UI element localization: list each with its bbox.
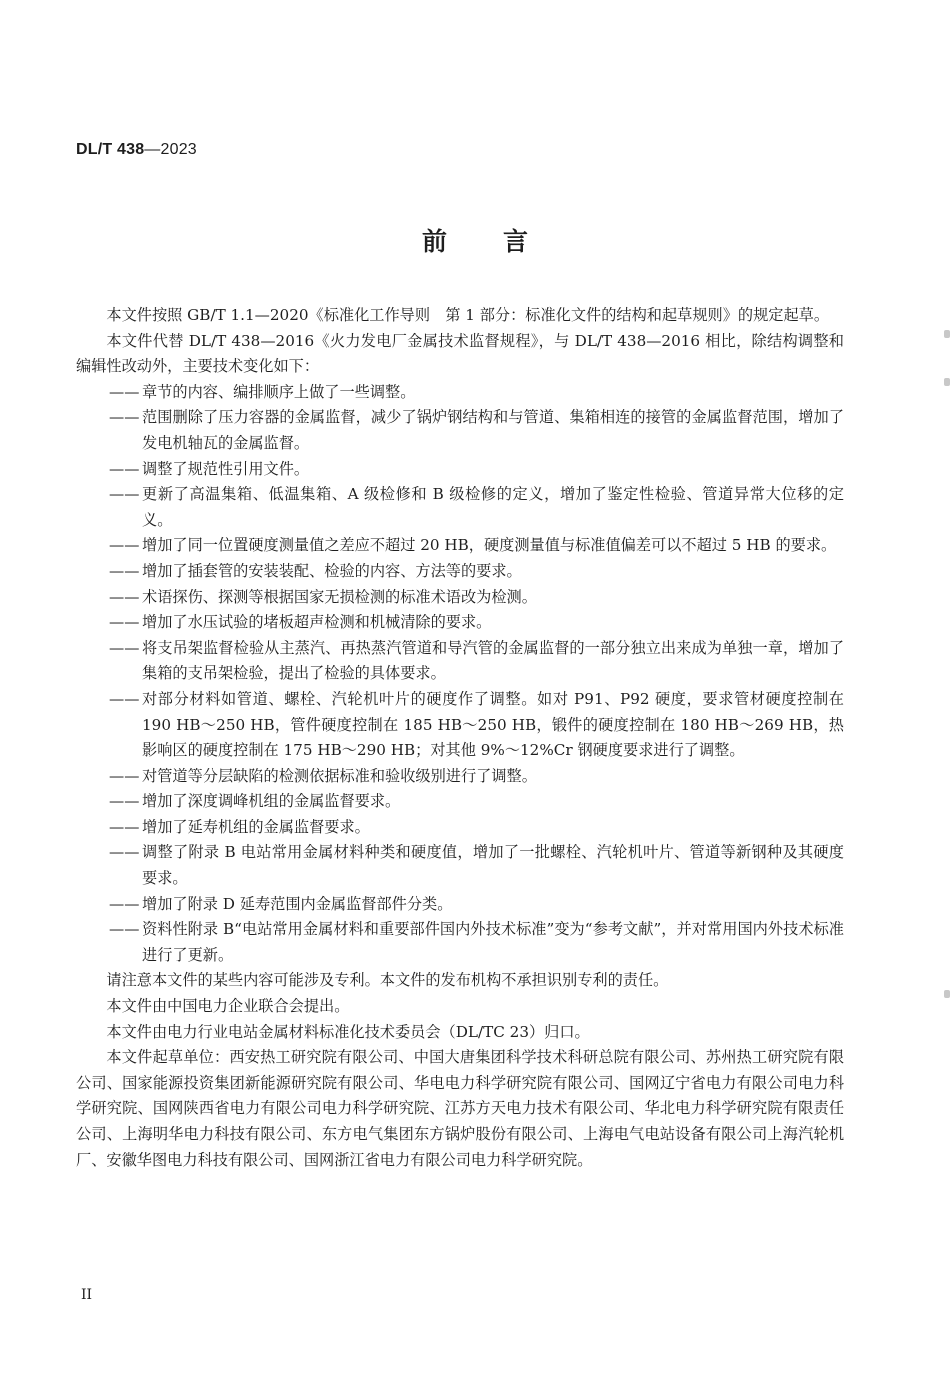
change-item bbox=[76, 405, 844, 456]
dash-mark: —— bbox=[109, 843, 140, 862]
dash-mark: —— bbox=[109, 792, 140, 811]
change-item bbox=[76, 917, 844, 968]
dash-mark: —— bbox=[109, 638, 140, 657]
dash-mark: —— bbox=[109, 689, 140, 708]
page-number: II bbox=[81, 1287, 93, 1303]
change-item bbox=[76, 380, 844, 406]
change-text: 将支吊架监督检验从主蒸汽、再热蒸汽管道和导汽管的金属监督的一部分独立出来成为单独一章，增加了集箱的支吊架检验，提出了检验的具体要求。 bbox=[142, 638, 844, 683]
dash-mark: —— bbox=[109, 485, 140, 504]
change-item bbox=[76, 457, 844, 483]
change-text: 更新了高温集箱、低温集箱、A 级检修和 B 级检修的定义，增加了鉴定性检验、管道异常大位移的定义。 bbox=[142, 485, 844, 529]
dash-mark: —— bbox=[109, 459, 140, 478]
paragraph: 本文件由电力行业电站金属材料标准化技术委员会（DL/TC 23）归口。 bbox=[106, 1022, 590, 1041]
change-item bbox=[76, 840, 844, 891]
change-text: 增加了插套管的安装装配、检验的内容、方法等的要求。 bbox=[142, 561, 522, 580]
dash-mark: —— bbox=[109, 408, 140, 427]
dash-mark: —— bbox=[109, 920, 140, 939]
change-text: 增加了延寿机组的金属监督要求。 bbox=[142, 817, 370, 836]
paragraph: 本文件起草单位：西安热工研究院有限公司、中国大唐集团科学技术科研总院有限公司、苏州热工研究院有限公司、国家能源投资集团新能源研究院有限公司、华电电力科学研究院有限公司、国网辽宁省电力有限公司电力科学研究院、国网陕西省电力有限公司电力科学研究院、江苏方天电力技术有限公司、华北电力科学研究院有限责任公司、上海明华电力科技有限公司、东方电气集团东方锅炉股份有限公司、上海电气电站设备有限公司上海汽轮机厂、安徽华图电力科技有限公司、国网浙江省电力有限公司电力科学研究院。 bbox=[76, 1048, 844, 1169]
standard-number: DL/T 438 bbox=[76, 141, 145, 158]
dash-mark: —— bbox=[109, 587, 140, 606]
paragraph: 本文件按照 GB/T 1.1—2020《标准化工作导则 第 1 部分：标准化文件的结构和起草规则》的规定起草。 bbox=[106, 306, 830, 324]
dash-mark: —— bbox=[109, 766, 140, 785]
document-body bbox=[76, 303, 844, 1173]
change-item bbox=[76, 610, 844, 636]
change-item bbox=[76, 687, 844, 764]
standard-code bbox=[76, 141, 197, 159]
change-text: 章节的内容、编排顺序上做了一些调整。 bbox=[142, 382, 416, 401]
change-item bbox=[76, 892, 844, 918]
change-item bbox=[76, 482, 844, 533]
dash-mark: —— bbox=[109, 536, 140, 555]
change-text: 对部分材料如管道、螺栓、汽轮机叶片的硬度作了调整。如对 P91、P92 硬度，要求管材硬度控制在 190 HB～250 HB，管件硬度控制在 185 HB～250 HB，锻件的硬度控制在 180 HB～269 HB，热影响区的硬度控制在 175 HB～290 HB；对其他 9%～12%Cr 钢硬度要求进行了调整。 bbox=[142, 689, 844, 760]
change-text: 范围删除了压力容器的金属监督，减少了锅炉钢结构和与管道、集箱相连的接管的金属监督范围，增加了发电机轴瓦的金属监督。 bbox=[142, 408, 844, 452]
change-text: 增加了附录 D 延寿范围内金属监督部件分类。 bbox=[142, 894, 453, 913]
change-text: 调整了附录 B 电站常用金属材料种类和硬度值，增加了一批螺栓、汽轮机叶片、管道等新钢种及其硬度要求。 bbox=[142, 843, 844, 888]
change-text: 增加了同一位置硬度测量值之差应不超过 20 HB，硬度测量值与标准值偏差可以不超过 5 HB 的要求。 bbox=[142, 536, 837, 555]
paragraph: 本文件由中国电力企业联合会提出。 bbox=[106, 997, 350, 1016]
change-text: 增加了水压试验的堵板超声检测和机械清除的要求。 bbox=[142, 613, 492, 632]
dash-mark: —— bbox=[109, 561, 140, 580]
scan-edge-mark bbox=[944, 378, 950, 386]
scan-edge-mark bbox=[944, 330, 950, 338]
standard-year: —2023 bbox=[144, 141, 197, 158]
scan-edge-mark bbox=[944, 990, 950, 998]
change-item bbox=[76, 764, 844, 790]
dash-mark: —— bbox=[109, 894, 140, 913]
paragraph: 请注意本文件的某些内容可能涉及专利。本文件的发布机构不承担识别专利的责任。 bbox=[106, 971, 669, 990]
change-item bbox=[76, 533, 844, 559]
change-text: 对管道等分层缺陷的检测依据标准和验收级别进行了调整。 bbox=[142, 766, 537, 785]
change-item bbox=[76, 585, 844, 611]
change-item bbox=[76, 815, 844, 841]
dash-mark: —— bbox=[109, 613, 140, 632]
change-text: 增加了深度调峰机组的金属监督要求。 bbox=[142, 792, 401, 811]
change-item bbox=[76, 636, 844, 687]
dash-mark: —— bbox=[109, 817, 140, 836]
change-item bbox=[76, 559, 844, 585]
change-item bbox=[76, 789, 844, 815]
change-text: 资料性附录 B“电站常用金属材料和重要部件国内外技术标准”变为“参考文献”，并对常用国内外技术标准进行了更新。 bbox=[142, 920, 844, 964]
page-title: 前言 bbox=[421, 227, 584, 256]
change-text: 术语探伤、探测等根据国家无损检测的标准术语改为检测。 bbox=[142, 587, 537, 606]
change-text: 调整了规范性引用文件。 bbox=[142, 459, 310, 478]
paragraph: 本文件代替 DL/T 438—2016《火力发电厂金属技术监督规程》，与 DL/T 438—2016 相比，除结构调整和编辑性改动外，主要技术变化如下： bbox=[76, 331, 844, 376]
dash-mark: —— bbox=[109, 382, 140, 401]
